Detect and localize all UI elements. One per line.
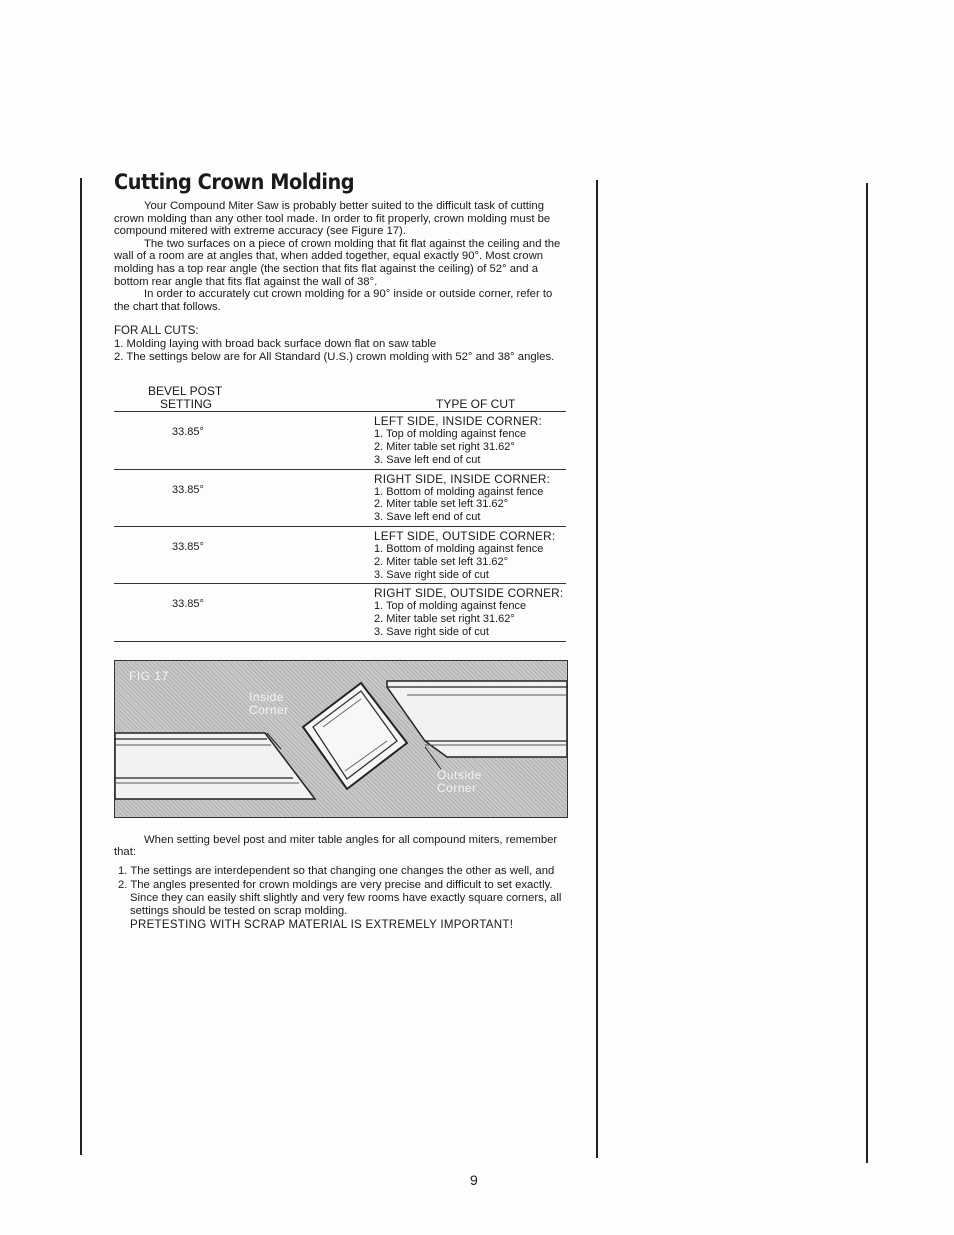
figure-17-crown-molding-illustration (114, 660, 568, 818)
chart-header-row (114, 385, 566, 412)
page-title: Cutting Crown Molding (114, 170, 355, 194)
figure-label: FIG 17 (129, 668, 169, 683)
list-item: 1. The settings are interdependent so that changing one changes the other as well, and (118, 864, 555, 877)
list-item: 3. Save left end of cut (374, 511, 481, 524)
crown-molding-chart (114, 385, 566, 642)
cut-title: RIGHT SIDE, INSIDE CORNER: (374, 471, 551, 486)
bevel-value: 33.85° (114, 526, 374, 583)
list-item: 2. Miter table set left 31.62° (374, 555, 509, 568)
list-item: 2. Miter table set right 31.62° (374, 440, 515, 453)
list-item: 1. Top of molding against fence (374, 428, 527, 441)
for-all-cuts-heading: FOR ALL CUTS: (114, 325, 199, 338)
bevel-value: 33.85° (114, 412, 374, 469)
left-margin-rule (80, 178, 82, 1155)
cut-steps (374, 600, 566, 638)
inside-corner-line-2: Corner (249, 702, 289, 717)
crown-molding-drawing (115, 661, 567, 817)
list-item: 1. Top of molding against fence (374, 600, 527, 613)
cut-title: LEFT SIDE, OUTSIDE CORNER: (374, 528, 556, 543)
table-row (114, 469, 566, 526)
bevel-value: 33.85° (114, 469, 374, 526)
cut-title: LEFT SIDE, INSIDE CORNER: (374, 414, 543, 429)
cut-cell (374, 584, 566, 641)
far-right-rule (866, 183, 868, 1163)
list-item: 2. Miter table set right 31.62° (374, 613, 515, 626)
list-item: 1. Bottom of molding against fence (374, 485, 544, 498)
right-column-rule (596, 180, 598, 1158)
intro-paragraph-1: Your Compound Miter Saw is probably better suited to the difficult task of cutting crown molding than any other tool made. In order to fit properly, crown molding must be compound mitered with extreme accuracy (see Figure 17). (114, 200, 551, 238)
intro-paragraph-3: In order to accurately cut crown molding for a 90° inside or outside corner, refer to the chart that follows. (114, 288, 553, 313)
lower-molding-piece (115, 733, 315, 799)
intro-paragraph-2: The two surfaces on a piece of crown molding that fit flat against the ceiling and the wall of a room are at angles that, when added together, equal exactly 90°. Most crown molding has a top rear angle (the section that fits flat against the ceiling) of 52° and a bottom rear angle that fits flat against the wall of 38°. (114, 237, 561, 288)
page-number: 9 (470, 1172, 478, 1188)
bevel-value: 33.85° (114, 584, 374, 641)
compound-miter-notes (114, 834, 566, 932)
outside-corner-line-2: Corner (437, 780, 477, 795)
pretesting-warning: PRETESTING WITH SCRAP MATERIAL IS EXTREMELY IMPORTANT! (130, 919, 514, 932)
notes-intro: When setting bevel post and miter table angles for all compound miters, remember that: (114, 833, 558, 859)
type-of-cut-header: TYPE OF CUT (374, 385, 566, 412)
bevel-header-line-1: BEVEL POST (148, 384, 223, 399)
list-item: 1. Bottom of molding against fence (374, 542, 544, 555)
cut-cell (374, 412, 566, 469)
notes-list (114, 865, 566, 917)
list-item: 3. Save right side of cut (374, 568, 489, 581)
bevel-post-setting-header (114, 385, 374, 412)
list-item: 3. Save left end of cut (374, 453, 481, 466)
bevel-header-line-2: SETTING (160, 397, 213, 412)
cut-steps (374, 486, 566, 524)
list-item: 3. Save right side of cut (374, 625, 489, 638)
list-item: 2. Miter table set left 31.62° (374, 498, 509, 511)
cut-cell (374, 526, 566, 583)
upper-molding-piece (387, 681, 567, 757)
outside-corner-label (437, 769, 482, 795)
for-all-cuts-list (114, 338, 566, 363)
list-item: 1. Molding laying with broad back surface down flat on saw table (114, 337, 437, 350)
table-row (114, 526, 566, 583)
page-content (114, 170, 566, 932)
cut-cell (374, 469, 566, 526)
outside-corner-line-1: Outside (437, 767, 482, 782)
table-row (114, 412, 566, 469)
cut-title: RIGHT SIDE, OUTSIDE CORNER: (374, 586, 564, 601)
list-item: 2. The angles presented for crown moldings are very precise and difficult to set exactly. Since they can easily shift slightly and very few rooms have exactly square corners, all settings should be tested on scrap molding. (118, 879, 562, 917)
inside-corner-line-1: Inside (249, 689, 285, 704)
inside-corner-label (249, 691, 289, 717)
cut-steps (374, 428, 566, 466)
table-row (114, 584, 566, 641)
cut-steps (374, 543, 566, 581)
list-item: 2. The settings below are for All Standard (U.S.) crown molding with 52° and 38° angles. (114, 350, 555, 363)
